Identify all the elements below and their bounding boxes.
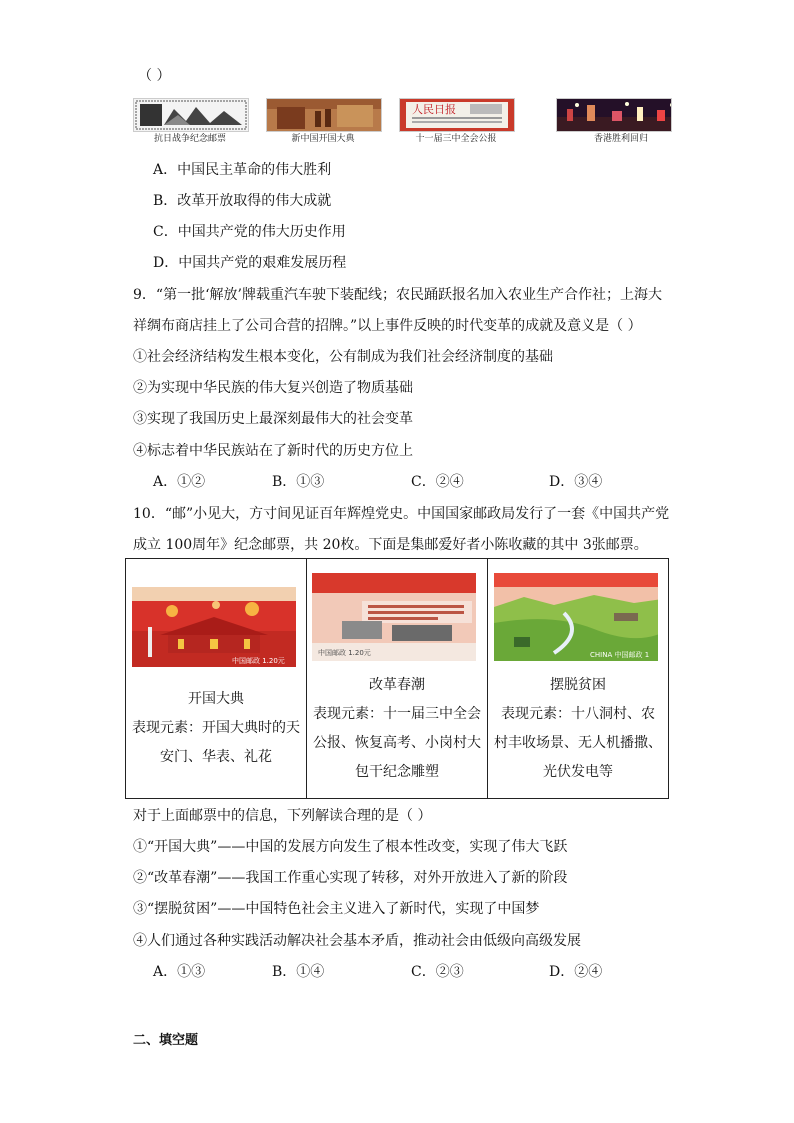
stamp-reform-title: 改革春潮 <box>369 677 425 693</box>
stamp-poverty-text <box>488 671 668 787</box>
q10-statement-4: ④人们通过各种实践活动解决社会基本矛盾，推动社会由低级向高级发展 <box>133 933 581 949</box>
q10-stem-line2: 成立 100周年》纪念邮票，共 20枚。下面是集邮爱好者小陈收藏的其中 3张邮票。 <box>133 537 648 553</box>
stamp-reform-text <box>307 671 487 787</box>
caption-communique: 十一届三中全会公报 <box>415 134 497 144</box>
q9-choice-b: B．①③ <box>272 474 325 490</box>
section-heading-fill-in: 二、填空题 <box>133 1033 199 1048</box>
stamp-poverty-desc-1: 表现元素：十八洞村、农 <box>501 706 655 722</box>
stamp-founding-desc-1: 表现元素：开国大典时的天 <box>132 720 300 736</box>
q8-option-c: C．中国共产党的伟大历史作用 <box>153 224 346 240</box>
q10-choice-d: D．②④ <box>549 964 603 980</box>
q10-stem-line1: 10．“邮”小见大，方寸间见证百年辉煌党史。中国国家邮政局发行了一套《中国共产党 <box>133 506 670 522</box>
q9-statement-2: ②为实现中华民族的伟大复兴创造了物质基础 <box>133 380 413 396</box>
stamp-poverty-desc-3: 光伏发电等 <box>543 764 613 780</box>
image-hong-kong-return <box>556 98 672 132</box>
stamp-image-poverty <box>494 573 658 661</box>
stamp-image-reform <box>312 573 476 661</box>
q8-option-b: B．改革开放取得的伟大成就 <box>153 193 332 209</box>
q10-choice-a: A．①③ <box>153 964 206 980</box>
stamp-cell-reform <box>307 559 488 799</box>
caption-hong-kong-return: 香港胜利回归 <box>593 134 648 144</box>
q9-choice-d: D．③④ <box>549 474 603 490</box>
stamp-poverty-label: CHINA 中国邮政 1 <box>590 651 650 659</box>
stamp-reform-desc-3: 包干纪念雕塑 <box>355 764 439 780</box>
stamp-founding-desc-2: 安门、华表、礼花 <box>160 749 272 765</box>
stamp-image-founding <box>132 587 296 667</box>
q8-option-d: D．中国共产党的艰难发展历程 <box>153 255 347 271</box>
q8-option-a: A．中国民主革命的伟大胜利 <box>153 162 332 178</box>
q9-stem-line1: 9．“第一批‘解放’牌载重汽车驶下装配线；农民踊跃报名加入农业生产合作社；上海大 <box>133 287 662 303</box>
q9-choice-c: C．②④ <box>411 474 464 490</box>
stamp-reform-desc-1: 表现元素：十一届三中全会 <box>313 706 481 722</box>
stamp-founding-title: 开国大典 <box>188 691 244 707</box>
stamp-reform-label: 中国邮政 1.20元 <box>318 649 371 657</box>
image-founding-ceremony <box>266 98 382 132</box>
stamp-cell-poverty <box>488 559 669 799</box>
stamp-poverty-title: 摆脱贫困 <box>550 677 606 693</box>
stamp-image-anti-japanese <box>133 98 249 132</box>
newspaper-masthead-text: 人民日报 <box>412 103 456 116</box>
stamps-table <box>125 558 669 799</box>
q9-statement-1: ①社会经济结构发生根本变化，公有制成为我们社会经济制度的基础 <box>133 349 553 365</box>
image-newspaper-communique <box>399 98 515 132</box>
q9-statement-4: ④标志着中华民族站在了新时代的历史方位上 <box>133 443 413 459</box>
q10-choice-c: C．②③ <box>411 964 464 980</box>
stamp-founding-text <box>126 685 306 772</box>
caption-founding-ceremony: 新中国开国大典 <box>291 134 355 144</box>
q9-stem-line2: 祥绸布商店挂上了公司合营的招牌。”以上事件反映的时代变革的成就及意义是（ ） <box>133 318 642 334</box>
stamp-cell-founding <box>126 559 307 799</box>
q10-choice-b: B．①④ <box>272 964 325 980</box>
stamp-reform-desc-2: 公报、恢复高考、小岗村大 <box>313 735 481 751</box>
stamp-founding-label: 中国邮政 1.20元 <box>232 657 285 665</box>
q10-statement-1: ①“开国大典”——中国的发展方向发生了根本性改变，实现了伟大飞跃 <box>133 839 568 855</box>
q8-bracket: （ ） <box>138 68 171 84</box>
q10-statement-3: ③“摆脱贫困”——中国特色社会主义进入了新时代，实现了中国梦 <box>133 901 540 917</box>
q10-statement-2: ②“改革春潮”——我国工作重心实现了转移，对外开放进入了新的阶段 <box>133 870 568 886</box>
q10-prompt: 对于上面邮票中的信息，下列解读合理的是（ ） <box>133 808 432 824</box>
q9-statement-3: ③实现了我国历史上最深刻最伟大的社会变革 <box>133 411 413 427</box>
q9-choice-a: A．①② <box>153 474 206 490</box>
caption-anti-japanese-stamp: 抗日战争纪念邮票 <box>153 134 226 144</box>
stamp-poverty-desc-2: 村丰收场景、无人机播撒、 <box>494 735 662 751</box>
